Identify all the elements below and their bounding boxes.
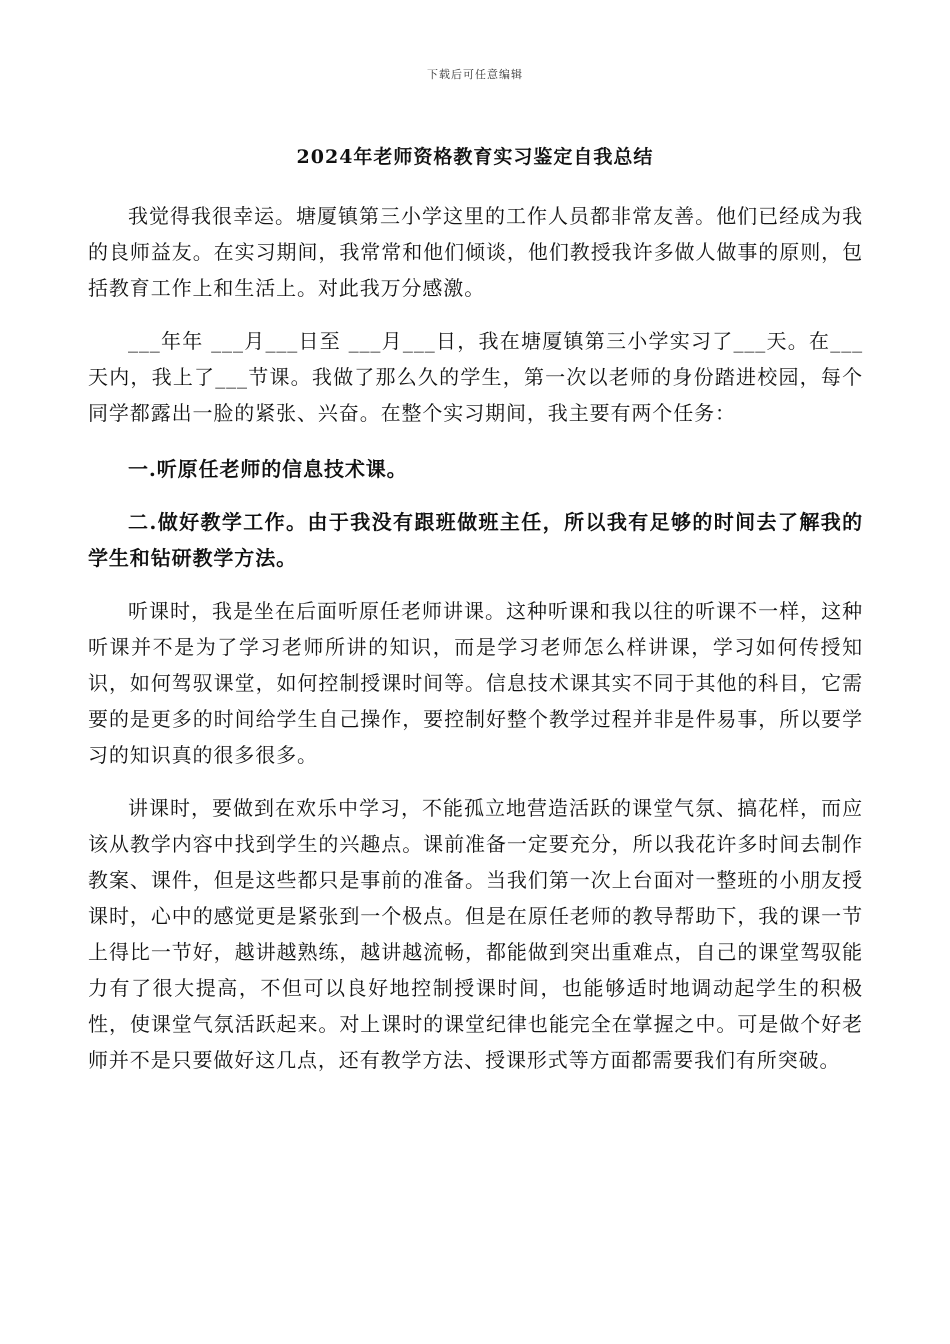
paragraph-listening: 听课时，我是坐在后面听原任老师讲课。这种听课和我以往的听课不一样，这种听课并不是为了学习老师所讲的知识，而是学习老师怎么样讲课，学习如何传授知识，如何驾驭课堂，如何控制授课时间等。信息技术课其实不同于其他的科目，它需要的是更多的时间给学生自己操作，要控制好整个教学过程并非是件易事，所以要学习的知识真的很多很多。 [88, 599, 863, 767]
paragraph-2: ___年年 ___月___日至 ___月___日，我在塘厦镇第三小学实习了___天。在___天内，我上了___节课。我做了那么久的学生，第一次以老师的身份踏进校园，每个同学都露出一脸的紧张、兴奋。在整个实习期间，我主要有两个任务： [88, 329, 863, 425]
document-title: 2024年老师资格教育实习鉴定自我总结 [296, 146, 654, 168]
header-note: 下载后可任意编辑 [427, 68, 523, 81]
paragraph-1: 我觉得我很幸运。塘厦镇第三小学这里的工作人员都非常友善。他们已经成为我的良师益友。在实习期间，我常常和他们倾谈，他们教授我许多做人做事的原则，包括教育工作上和生活上。对此我万分感激。 [88, 204, 863, 300]
paragraph-teaching: 讲课时，要做到在欢乐中学习，不能孤立地营造活跃的课堂气氛、搞花样，而应该从教学内容中找到学生的兴趣点。课前准备一定要充分，所以我花许多时间去制作教案、课件，但是这些都只是事前的准备。当我们第一次上台面对一整班的小朋友授课时，心中的感觉更是紧张到一个极点。但是在原任老师的教导帮助下，我的课一节上得比一节好，越讲越熟练，越讲越流畅，都能做到突出重难点，自己的课堂驾驭能力有了很大提高，不但可以良好地控制授课时间，也能够适时地调动起学生的积极性，使课堂气氛活跃起来。对上课时的课堂纪律也能完全在掌握之中。可是做个好老师并不是只要做好这几点，还有教学方法、授课形式等方面都需要我们有所突破。 [88, 796, 863, 1072]
document-body [88, 198, 863, 1095]
task-2-heading: 二.做好教学工作。由于我没有跟班做班主任，所以我有足够的时间去了解我的学生和钻研教学方法。 [88, 510, 863, 570]
task-1-heading: 一.听原任老师的信息技术课。 [128, 457, 408, 481]
